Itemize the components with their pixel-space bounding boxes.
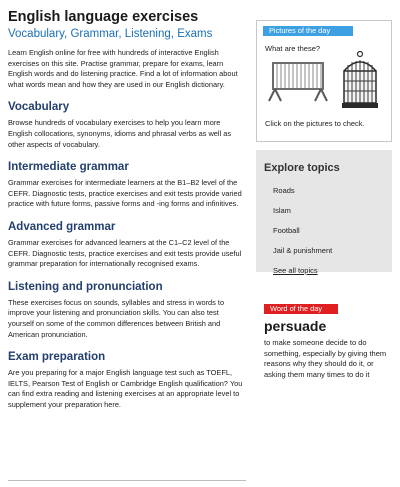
section-text-listening: These exercises focus on sounds, syllables and stress in words to improve your listening and pronunciation skills. You can also test yourself on some of the common differences between British and American pronunciation. (8, 297, 225, 339)
section-text-exam-preparation: Are you preparing for a major English language test such as TOEFL, IELTS, Pearson Test of English or Cambridge English qualification? You can find extra reading and listening exercises at an appropriate level to supplement your preparation here. (8, 368, 243, 409)
birdcage-image[interactable] (339, 51, 381, 111)
section-heading-intermediate-grammar[interactable]: Intermediate grammar (8, 161, 129, 174)
section-text-vocabulary: Browse hundreds of vocabulary exercises to help you learn more English collocations, synonyms, idioms and phrasal verbs as well as other aspects of vocabulary. (8, 118, 232, 149)
topic-football[interactable]: Football (273, 226, 300, 235)
topics-list (273, 181, 332, 281)
section-heading-exam-preparation[interactable]: Exam preparation (8, 351, 106, 364)
link-grammar[interactable]: Grammar (70, 28, 119, 40)
bottom-divider (8, 480, 246, 481)
section-text-intermediate-grammar: Grammar exercises for intermediate learners at the B1–B2 level of the CEFR. Diagnostic tests, practice exercises and exit tests provide varied practice with future forms, passive forms and -ing forms and infinitives. (8, 178, 242, 209)
pictures-of-the-day-panel (256, 20, 392, 142)
subtitle-links: Vocabulary, Grammar, Listening, Exams (8, 28, 213, 40)
page-title: English language exercises (8, 9, 199, 25)
section-text-advanced-grammar: Grammar exercises for advanced learners at the C1–C2 level of the CEFR. Diagnostic tests, practice exercises and exit tests provide useful grammar preparation for internationally recognised exams. (8, 237, 242, 269)
link-exams[interactable]: Exams (177, 28, 213, 40)
explore-topics-heading: Explore topics (264, 162, 340, 174)
word-of-the-day-definition: to make someone decide to do something, especially by giving them reasons why they should do it, or asking them many times to do it (264, 338, 387, 379)
link-vocabulary[interactable]: Vocabulary (8, 28, 65, 40)
explore-topics-panel (256, 150, 392, 275)
pictures-hint: Click on the pictures to check. (265, 119, 365, 128)
word-of-the-day-tag: Word of the day (264, 304, 338, 314)
pictures-question: What are these? (265, 44, 321, 53)
topic-roads[interactable]: Roads (273, 186, 295, 195)
section-heading-advanced-grammar[interactable]: Advanced grammar (8, 220, 116, 233)
intro-text: Learn English online for free with hundreds of interactive English exercises on this site. Practise grammar, prepare for exams, learn English words and do listening practice. Find a lot of information about what words mean and how they are used in our English dictionary. (8, 48, 238, 89)
section-heading-listening[interactable]: Listening and pronunciation (8, 280, 163, 293)
section-heading-vocabulary[interactable]: Vocabulary (8, 101, 70, 114)
word-of-the-day-word[interactable]: persuade (264, 318, 327, 334)
word-of-the-day-panel (256, 304, 392, 424)
main-content (8, 8, 246, 410)
pictures-of-the-day-tag: Pictures of the day (263, 26, 353, 36)
topic-islam[interactable]: Islam (273, 206, 291, 215)
barrier-image[interactable] (267, 57, 329, 105)
topic-jail-punishment[interactable]: Jail & punishment (273, 246, 333, 255)
see-all-topics-link[interactable]: See all topics (273, 266, 318, 275)
link-listening[interactable]: Listening (124, 28, 171, 40)
